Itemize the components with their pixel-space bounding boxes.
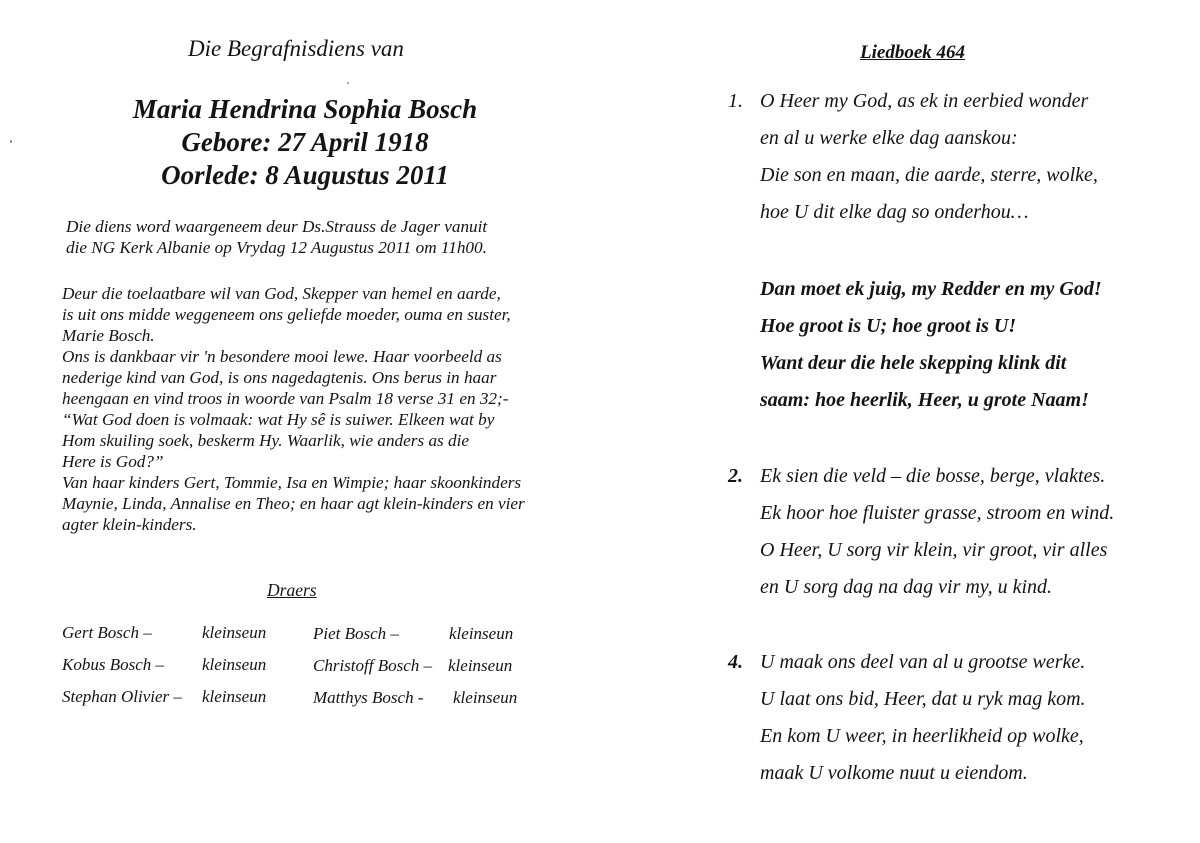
- verse-line: Die son en maan, die aarde, sterre, wolke,: [760, 164, 1098, 186]
- bearer-name: Kobus Bosch –: [62, 655, 164, 674]
- service-line: Die diens word waargeneem deur Ds.Strauss de Jager vanuit: [66, 217, 488, 236]
- verse-line: hoe U dit elke dag so onderhou…: [760, 201, 1029, 223]
- bearer-name: Christoff Bosch –: [313, 656, 433, 675]
- death-date: Oorlede: 8 Augustus 2011: [161, 160, 449, 190]
- obituary-line: Hom skuiling soek, beskerm Hy. Waarlik, wie anders as die: [62, 431, 470, 450]
- verse-line: Ek sien die veld – die bosse, berge, vlaktes.: [760, 465, 1106, 487]
- service-intro: Die Begrafnisdiens van: [188, 36, 404, 61]
- bearer-relation: kleinseun: [448, 656, 513, 675]
- verse-line: maak U volkome nuut u eiendom.: [760, 762, 1028, 784]
- bearer-name: Stephan Olivier –: [62, 687, 182, 706]
- scan-speck: [10, 140, 12, 143]
- bearer-relation: kleinseun: [202, 623, 267, 642]
- obituary-line: is uit ons midde weggeneem ons geliefde moeder, ouma en suster,: [62, 305, 511, 324]
- verse-number: 1.: [728, 90, 743, 112]
- bearer-name: Gert Bosch –: [62, 623, 152, 642]
- birth-date: Gebore: 27 April 1918: [181, 127, 429, 157]
- chorus-line: Dan moet ek juig, my Redder en my God!: [760, 278, 1102, 300]
- obituary-line: Deur die toelaatbare wil van God, Skepper van hemel en aarde,: [62, 284, 501, 303]
- bearer-name: Matthys Bosch -: [313, 688, 424, 707]
- verse-line: U laat ons bid, Heer, dat u ryk mag kom.: [760, 688, 1086, 710]
- bearer-relation: kleinseun: [453, 688, 518, 707]
- hymn-title: Liedboek 464: [860, 42, 966, 63]
- verse-line: O Heer my God, as ek in eerbied wonder: [760, 90, 1089, 112]
- verse-line: U maak ons deel van al u grootse werke.: [760, 651, 1086, 673]
- obituary-line: Marie Bosch.: [62, 326, 155, 345]
- bearer-name: Piet Bosch –: [313, 624, 399, 643]
- verse-line: Ek hoor hoe fluister grasse, stroom en wind.: [760, 502, 1115, 524]
- chorus-line: saam: hoe heerlik, Heer, u grote Naam!: [760, 389, 1089, 411]
- obituary-line: Ons is dankbaar vir 'n besondere mooi lewe. Haar voorbeeld as: [62, 347, 502, 366]
- obituary-line: Maynie, Linda, Annalise en Theo; en haar agt klein-kinders en vier: [62, 494, 525, 513]
- scan-speck: [347, 82, 349, 84]
- verse-line: en al u werke elke dag aanskou:: [760, 127, 1018, 149]
- obituary-line: heengaan en vind troos in woorde van Psalm 18 verse 31 en 32;-: [62, 389, 509, 408]
- service-line: die NG Kerk Albanie op Vrydag 12 Augustus 2011 om 11h00.: [66, 238, 487, 257]
- obituary-line: nederige kind van God, is ons nagedagtenis. Ons berus in haar: [62, 368, 497, 387]
- obituary-line: “Wat God doen is volmaak: wat Hy sê is suiwer. Elkeen wat by: [62, 410, 495, 429]
- verse-number: 2.: [728, 465, 743, 487]
- verse-number: 4.: [728, 651, 743, 673]
- obituary-line: Van haar kinders Gert, Tommie, Isa en Wimpie; haar skoonkinders: [62, 473, 522, 492]
- verse-line: En kom U weer, in heerlikheid op wolke,: [760, 725, 1084, 747]
- verse-line: O Heer, U sorg vir klein, vir groot, vir alles: [760, 539, 1108, 561]
- chorus-line: Want deur die hele skepping klink dit: [760, 352, 1067, 374]
- obituary-line: agter klein-kinders.: [62, 515, 197, 534]
- bearer-relation: kleinseun: [202, 655, 267, 674]
- bearer-relation: kleinseun: [202, 687, 267, 706]
- obituary-line: Here is God?”: [62, 452, 164, 471]
- bearer-relation: kleinseun: [449, 624, 514, 643]
- verse-line: en U sorg dag na dag vir my, u kind.: [760, 576, 1053, 598]
- chorus-line: Hoe groot is U; hoe groot is U!: [760, 315, 1017, 337]
- bearers-heading: Draers: [267, 580, 317, 600]
- deceased-name: Maria Hendrina Sophia Bosch: [132, 94, 478, 124]
